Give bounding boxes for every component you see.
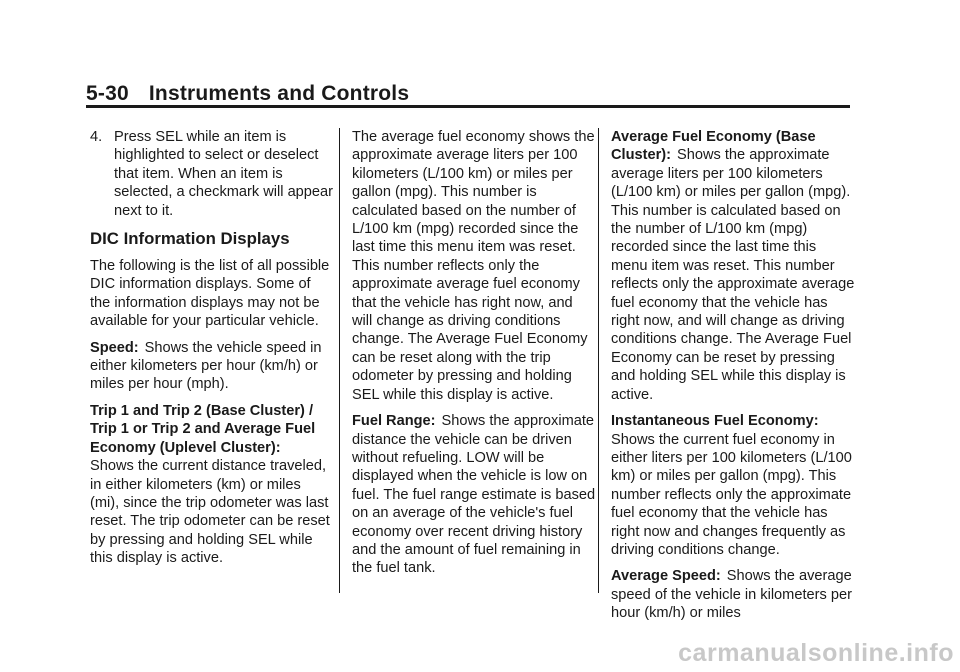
inst-fuel-paragraph [611, 412, 855, 559]
page-header [86, 82, 409, 106]
column-3 [611, 128, 855, 631]
speed-text: Shows the vehicle speed in either kilometers per hour (km/h) or miles per hour (mph). [90, 339, 322, 393]
speed-paragraph [90, 339, 334, 394]
intro-paragraph: The following is the list of all possible DIC information displays. Some of the information displays may not be available for your particular vehicle. [90, 258, 330, 330]
section-title: Instruments and Controls [148, 82, 410, 105]
fuel-range-paragraph [352, 412, 596, 578]
trip-paragraph [90, 402, 334, 568]
column-2 [352, 128, 596, 586]
avg-speed-paragraph [611, 567, 855, 622]
section-heading: DIC Information Displays [90, 229, 290, 249]
fuel-range-text: Shows the approximate distance the vehicle can be driven without refueling. LOW will be displayed when the vehicle is low on fuel. The fuel range estimate is based on an average of the vehicle's fuel economy over recent driving history and the amount of fuel remaining in the fuel tank. [352, 413, 596, 577]
avg-speed-label: Average Speed: [611, 568, 721, 585]
step-4 [90, 128, 334, 220]
step-number: 4. [90, 129, 103, 145]
speed-label: Speed: [90, 339, 139, 356]
avg-base-text: Shows the approximate average liters per 100 kilometers (L/100 km) or miles per gallon (mpg). This number is calculated based on the number of L/100 km (mpg) recorded since the last time this menu item was reset. This number reflects only the approximate average fuel economy that the vehicle has right now, and will change as driving conditions change. The Average Fuel Economy can be reset by pressing and holding SEL while this display is active. [611, 147, 855, 403]
avg-base-paragraph [611, 128, 855, 404]
page-number: 5-30 [86, 82, 129, 105]
column-divider-1 [339, 128, 340, 593]
column-1 [90, 128, 334, 576]
header-rule [86, 105, 850, 108]
avg-base-label: Average Fuel Economy (Base Cluster): [611, 129, 816, 164]
inst-fuel-label: Instantaneous Fuel Economy: [611, 413, 819, 430]
trip-label: Trip 1 and Trip 2 (Base Cluster) / Trip 1 or Trip 2 and Average Fuel Economy (Uplevel Cluster): [90, 402, 316, 456]
step-text: Press SEL while an item is highlighted to select or deselect that item. When an item is selected, a checkmark will appear next to it. [114, 129, 334, 219]
column-divider-2 [598, 128, 599, 593]
trip-text: Shows the current distance traveled, in either kilometers (km) or miles (mi), since the trip odometer was last reset. The trip odometer can be reset by pressing and holding SEL while this display is active. [90, 458, 330, 567]
inst-fuel-text: Shows the current fuel economy in either liters per 100 kilometers (L/100 km) or miles per gallon (mpg). This number reflects only the approximate fuel economy that the vehicle has right now and changes frequently as driving conditions change. [611, 431, 852, 558]
avg-speed-text: Shows the average speed of the vehicle in kilometers per hour (km/h) or miles [611, 568, 852, 622]
avg-fuel-paragraph: The average fuel economy shows the approximate average liters per 100 kilometers (L/100 km) or miles per gallon (mpg). This number is calculated based on the number of L/100 km (mpg) recorded since the last time this menu item was reset. This number reflects only the approximate average fuel economy that the vehicle has right now, and will change as driving conditions change. The Average Fuel Economy can be reset along with the trip odometer by pressing and holding SEL while this display is active. [352, 129, 595, 403]
watermark: carmanualsonline.info [678, 639, 954, 667]
fuel-range-label: Fuel Range: [352, 413, 436, 430]
